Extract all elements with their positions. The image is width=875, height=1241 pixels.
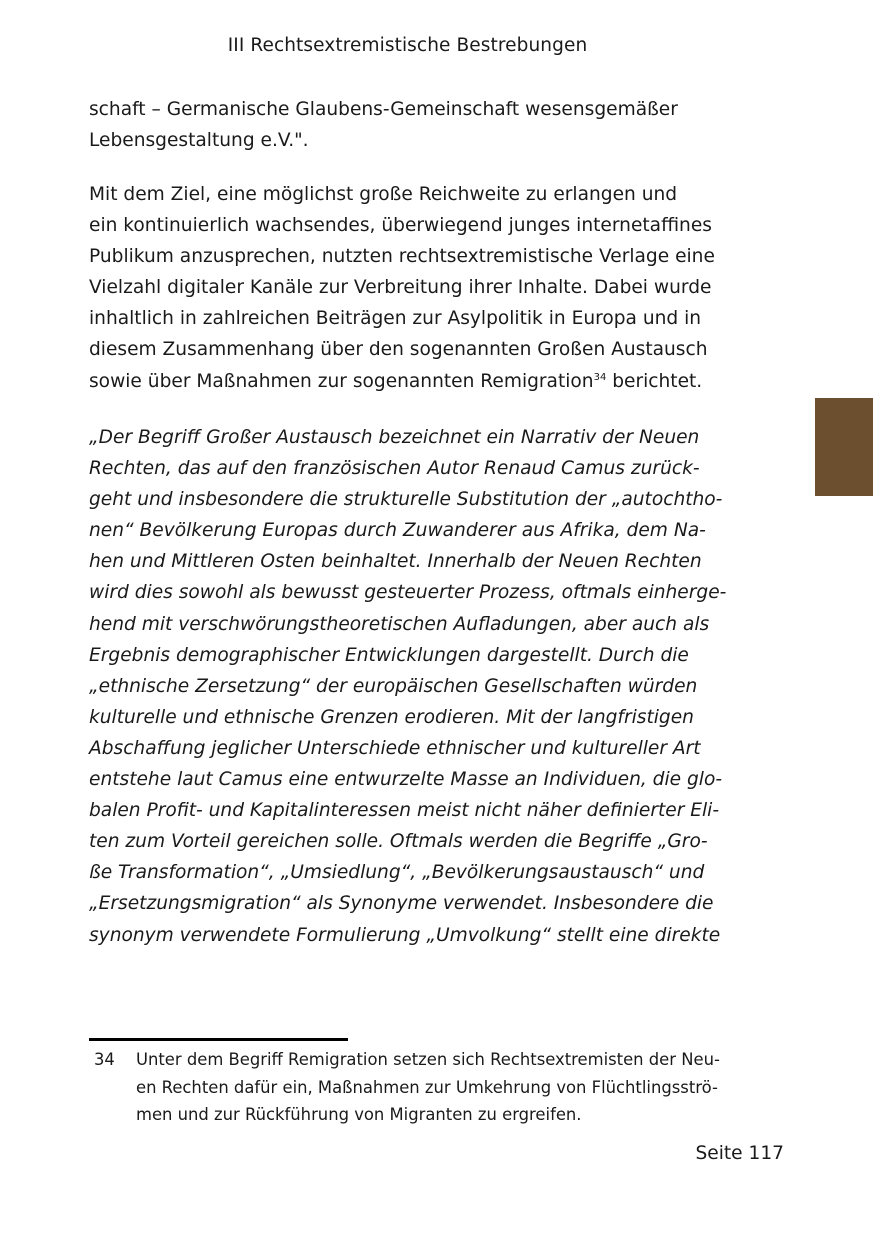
quote-line: „Ersetzungsmigration“ als Synonyme verwendet. Insbesondere die (89, 893, 714, 915)
running-header-title: III Rechtsextremistische Bestrebungen (227, 35, 588, 56)
page-number: Seite 117 (695, 1143, 784, 1164)
quote-line: synonym verwendete Formulierung „Umvolkung“ stellt eine direkte (89, 924, 721, 946)
continuation-paragraph (89, 94, 729, 156)
chapter-tab-marker (815, 398, 873, 496)
quote-line: „ethnische Zersetzung“ der europäischen Gesellschaften würden (89, 675, 698, 697)
quote-line: hend mit verschwörungstheoretischen Aufladungen, aber auch als (89, 613, 710, 635)
line-text-after-ref: berichtet. (606, 370, 703, 392)
text-line: Publikum anzusprechen, nutzten rechtsextremistische Verlage eine (89, 246, 715, 268)
quote-line: Rechten, das auf den französischen Autor Renaud Camus zurück- (89, 458, 700, 480)
footnote-line: en Rechten dafür ein, Maßnahmen zur Umkehrung von Flüchtlingsströ- (136, 1077, 718, 1097)
quote-line: ße Transformation“, „Umsiedlung“, „Bevölkerungsaustausch“ und (89, 862, 705, 884)
footnote-line: Unter dem Begriff Remigration setzen sich Rechtsextremisten der Neu- (136, 1050, 720, 1069)
quote-line: „Der Begriff Großer Austausch bezeichnet ein Narrativ der Neuen (89, 427, 700, 448)
footnote-reference[interactable]: 34 (593, 371, 607, 383)
quote-line: Abschaffung jeglicher Unterschiede ethnischer und kultureller Art (89, 737, 701, 759)
text-line: ein kontinuierlich wachsendes, überwiegend junges internetaffines (89, 215, 712, 237)
main-paragraph (89, 179, 729, 397)
quote-line: entstehe laut Camus eine entwurzelte Masse an Individuen, die glo- (89, 769, 723, 791)
quote-line: nen“ Bevölkerung Europas durch Zuwanderer aus Afrika, dem Na- (89, 520, 706, 542)
quote-line: hen und Mittleren Osten beinhaltet. Innerhalb der Neuen Rechten (89, 551, 702, 573)
quote-line: wird dies sowohl als bewusst gesteuerter Prozess, oftmals einherge- (89, 582, 727, 604)
quote-line: balen Profit- und Kapitalinteressen meist nicht näher definierter Eli- (89, 800, 720, 822)
text-line: diesem Zusammenhang über den sogenannten Großen Austausch (89, 339, 708, 361)
footnote-divider (89, 1038, 348, 1041)
line-text-before-ref: sowie über Maßnahmen zur sogenannten Remigration (89, 370, 594, 392)
text-line: inhaltlich in zahlreichen Beiträgen zur Asylpolitik in Europa und in (89, 308, 702, 330)
quote-line: ten zum Vorteil gereichen solle. Oftmals werden die Begriffe „Gro- (89, 831, 708, 853)
text-line: schaft – Germanische Glaubens-Gemeinschaft wesensgemäßer (89, 99, 678, 120)
quote-line: geht und insbesondere die strukturelle Substitution der „autochtho- (89, 489, 723, 511)
quote-line: Ergebnis demographischer Entwicklungen dargestellt. Durch die (89, 644, 689, 666)
quote-line: kulturelle und ethnische Grenzen erodieren. Mit der langfristigen (89, 706, 694, 728)
footnote-line: men und zur Rückführung von Migranten zu ergreifen. (136, 1105, 582, 1124)
text-line: Lebensgestaltung e.V.". (89, 130, 309, 152)
footnote-number: 34 (94, 1050, 115, 1069)
quote-paragraph (89, 422, 729, 951)
text-line: Mit dem Ziel, eine möglichst große Reichweite zu erlangen und (89, 184, 678, 205)
text-line: Vielzahl digitaler Kanäle zur Verbreitung ihrer Inhalte. Dabei wurde (89, 277, 712, 299)
text-line-with-footnote-ref (89, 366, 729, 397)
footnote-text (136, 1046, 736, 1129)
